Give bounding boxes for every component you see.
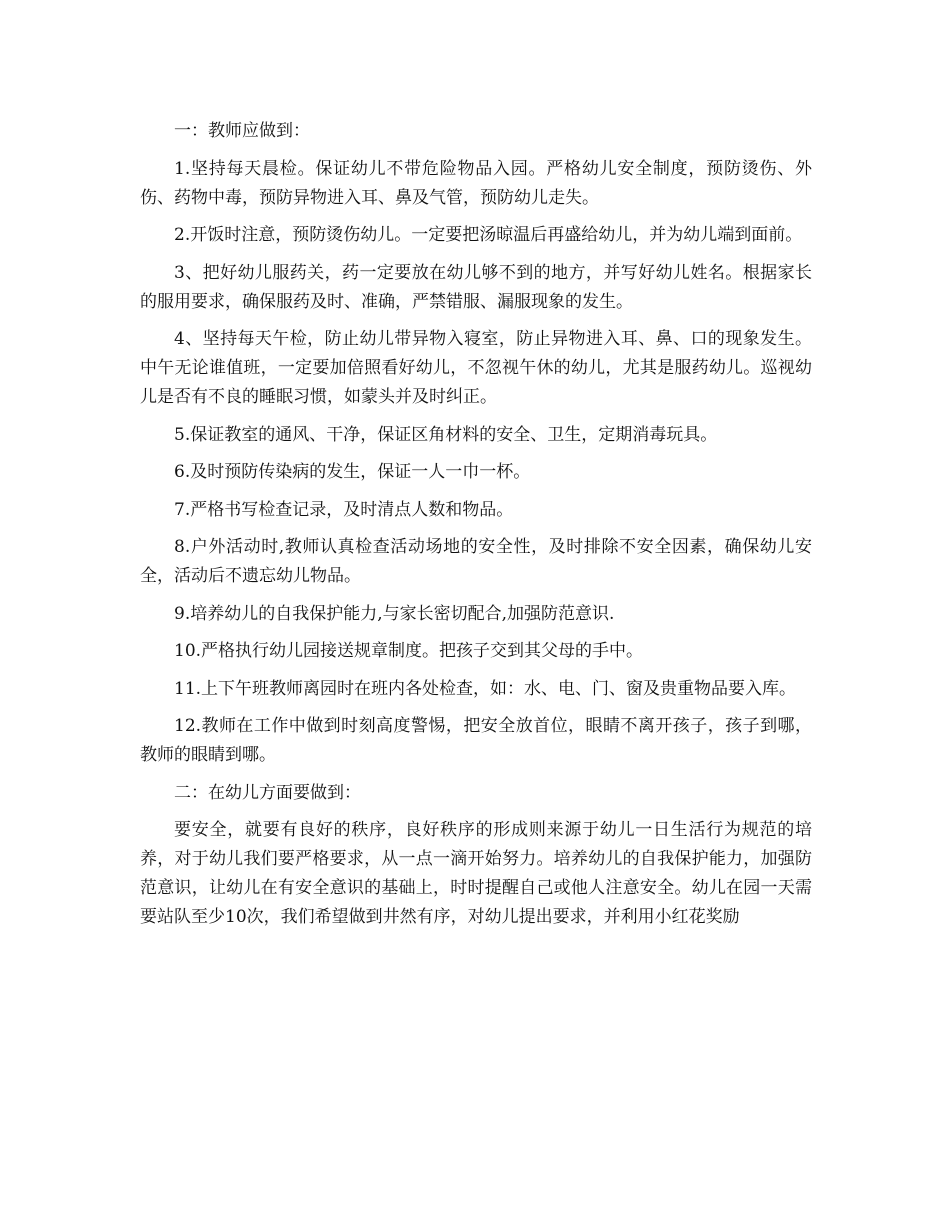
- paragraph-children-body: 要安全，就要有良好的秩序，良好秩序的形成则来源于幼儿一日生活行为规范的培养，对于幼儿我们要严格要求，从一点一滴开始努力。培养幼儿的自我保护能力，加强防范意识，让幼儿在有安全意识的基础上，时时提醒自己或他人注意安全。幼儿在园一天需要站队至少10次，我们希望做到井然有序，对幼儿提出要求，并利用小红花奖励: [140, 820, 812, 927]
- section-heading-children: 二：在幼儿方面要做到：: [174, 782, 361, 803]
- paragraph-item-2: 2.开饭时注意，预防烫伤幼儿。一定要把汤晾温后再盛给幼儿，并为幼儿端到面前。: [174, 225, 803, 245]
- paragraph-item-12: 12.教师在工作中做到时刻高度警惕，把安全放首位，眼睛不离开孩子，孩子到哪，教师的眼睛到哪。: [140, 716, 812, 765]
- paragraph-item-1: 1.坚持每天晨检。保证幼儿不带危险物品入园。严格幼儿安全制度，预防烫伤、外伤、药物中毒，预防异物进入耳、鼻及气管，预防幼儿走失。: [140, 158, 812, 208]
- paragraph-item-10: 10.严格执行幼儿园接送规章制度。把孩子交到其父母的手中。: [174, 641, 644, 661]
- paragraph-item-8: 8.户外活动时,教师认真检查活动场地的安全性，及时排除不安全因素，确保幼儿安全，活动后不遗忘幼儿物品。: [140, 537, 812, 586]
- paragraph-item-9: 9.培养幼儿的自我保护能力,与家长密切配合,加强防范意识.: [174, 603, 615, 624]
- paragraph-item-5: 5.保证教室的通风、干净，保证区角材料的安全、卫生，定期消毒玩具。: [174, 424, 718, 445]
- paragraph-item-11: 11.上下午班教师离园时在班内各处检查，如：水、电、门、窗及贵重物品要入库。: [174, 678, 797, 699]
- paragraph-item-3: 3、把好幼儿服药关，药一定要放在幼儿够不到的地方，并写好幼儿姓名。根据家长的服用要求，确保服药及时、准确，严禁错服、漏服现象的发生。: [140, 262, 812, 312]
- document-body: [140, 117, 812, 941]
- paragraph-item-6: 6.及时预防传染病的发生，保证一人一巾一杯。: [174, 462, 531, 482]
- paragraph-item-4: 4、坚持每天午检，防止幼儿带异物入寝室，防止异物进入耳、鼻、口的现象发生。中午无论谁值班，一定要加倍照看好幼儿，不忽视午休的幼儿，尤其是服药幼儿。巡视幼儿是否有不良的睡眠习惯，如蒙头并及时纠正。: [140, 329, 812, 407]
- paragraph-item-7: 7.严格书写检查记录，及时清点人数和物品。: [174, 499, 514, 520]
- section-heading-teachers: 一：教师应做到：: [174, 121, 310, 141]
